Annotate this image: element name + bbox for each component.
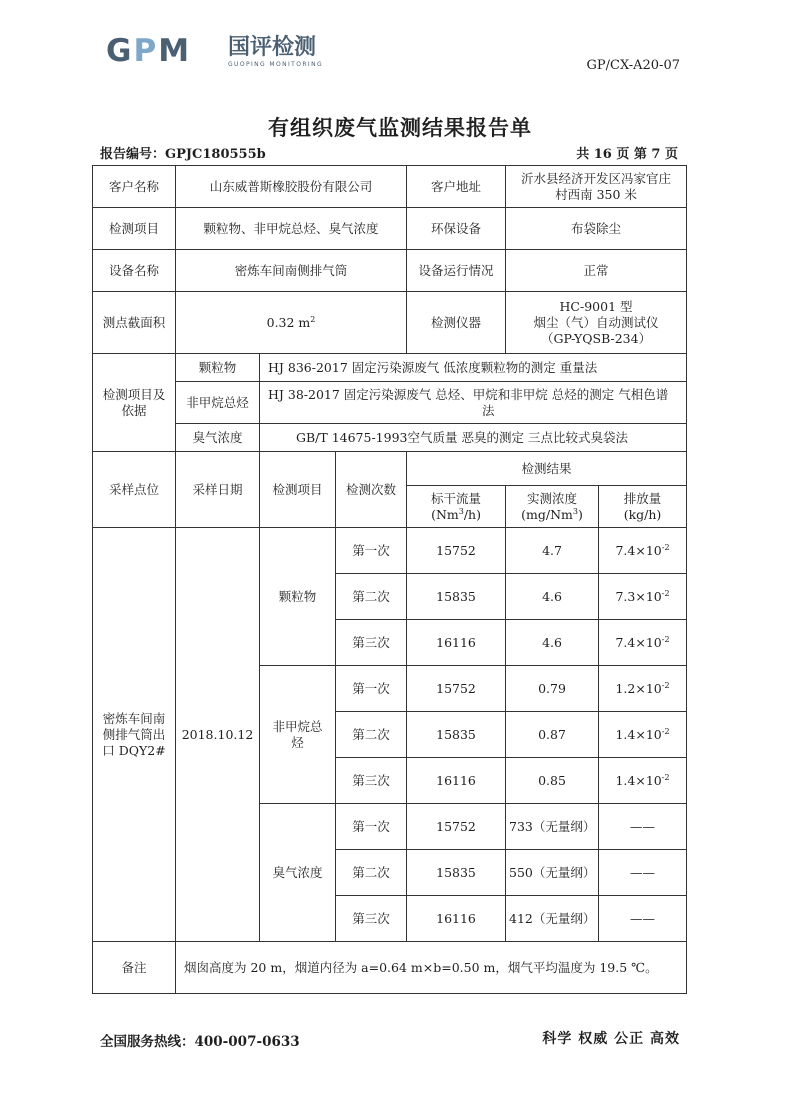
emission-value: $7.4\times 10^{-2}$ bbox=[599, 620, 687, 666]
header-emission: 排放量 (kg/h) bbox=[599, 486, 687, 528]
sampling-point: 密炼车间南 侧排气筒出 口 DQY2# bbox=[93, 528, 176, 942]
concentration-value: 733（无量纲） bbox=[506, 804, 599, 850]
concentration-value: 0.87 bbox=[506, 712, 599, 758]
logo-chinese-name: 国评检测 bbox=[228, 35, 317, 60]
results-header-row bbox=[93, 452, 687, 486]
equipment-name: 密炼车间南侧排气筒 bbox=[176, 250, 407, 292]
results-table bbox=[92, 165, 687, 994]
test-count: 第三次 bbox=[336, 620, 407, 666]
test-items: 颗粒物、非甲烷总烃、臭气浓度 bbox=[176, 208, 407, 250]
method-row bbox=[93, 354, 687, 382]
concentration-value: 550（无量纲） bbox=[506, 850, 599, 896]
company-slogan: 科学 权威 公正 高效 bbox=[542, 1031, 680, 1047]
flow-value: 15752 bbox=[407, 666, 506, 712]
emission-value: $1.2\times 10^{-2}$ bbox=[599, 666, 687, 712]
header-flow: 标干流量 (Nm$^3$/h) bbox=[407, 486, 506, 528]
header-sampling-date: 采样日期 bbox=[176, 452, 260, 528]
flow-value: 15835 bbox=[407, 712, 506, 758]
info-row bbox=[93, 208, 687, 250]
emission-value: —— bbox=[599, 804, 687, 850]
emission-value: —— bbox=[599, 850, 687, 896]
concentration-value: 4.6 bbox=[506, 620, 599, 666]
equipment-status: 正常 bbox=[506, 250, 687, 292]
info-row bbox=[93, 250, 687, 292]
flow-value: 15752 bbox=[407, 804, 506, 850]
emission-value: $7.3\times 10^{-2}$ bbox=[599, 574, 687, 620]
method-item-name: 颗粒物 bbox=[176, 354, 260, 382]
instrument-label: 检测仪器 bbox=[407, 292, 506, 354]
client-name: 山东威普斯橡胶股份有限公司 bbox=[176, 166, 407, 208]
concentration-value: 4.6 bbox=[506, 574, 599, 620]
flow-value: 15752 bbox=[407, 528, 506, 574]
header-sampling-point: 采样点位 bbox=[93, 452, 176, 528]
emission-value: —— bbox=[599, 896, 687, 942]
test-count: 第一次 bbox=[336, 804, 407, 850]
test-count: 第一次 bbox=[336, 666, 407, 712]
concentration-value: 0.85 bbox=[506, 758, 599, 804]
logo-english-name: GUOPING MONITORING bbox=[228, 61, 324, 68]
header-test-count: 检测次数 bbox=[336, 452, 407, 528]
emission-value: $1.4\times 10^{-2}$ bbox=[599, 758, 687, 804]
test-count: 第三次 bbox=[336, 758, 407, 804]
document-code: GP/CX-A20-07 bbox=[586, 58, 680, 73]
test-count: 第二次 bbox=[336, 574, 407, 620]
section-area-label: 测点截面积 bbox=[93, 292, 176, 354]
equipment-status-label: 设备运行情况 bbox=[407, 250, 506, 292]
table-row bbox=[93, 528, 687, 574]
test-count: 第二次 bbox=[336, 850, 407, 896]
method-row bbox=[93, 424, 687, 452]
flow-value: 15835 bbox=[407, 574, 506, 620]
flow-value: 15835 bbox=[407, 850, 506, 896]
client-address-label: 客户地址 bbox=[407, 166, 506, 208]
remarks-row bbox=[93, 942, 687, 994]
instrument: HC-9001 型 烟尘（气）自动测试仪 （GP-YQSB-234） bbox=[506, 292, 687, 354]
flow-value: 16116 bbox=[407, 758, 506, 804]
test-items-label: 检测项目 bbox=[93, 208, 176, 250]
section-area: 0.32 $m^2$ bbox=[176, 292, 407, 354]
method-standard: HJ 38-2017 固定污染源废气 总烃、甲烷和非甲烷 总烃的测定 气相色谱 法 bbox=[260, 382, 687, 424]
sampling-date: 2018.10.12 bbox=[176, 528, 260, 942]
group-item: 臭气浓度 bbox=[260, 804, 336, 942]
header-results: 检测结果 bbox=[407, 452, 687, 486]
method-item-name: 非甲烷总烃 bbox=[176, 382, 260, 424]
equipment-name-label: 设备名称 bbox=[93, 250, 176, 292]
methods-label: 检测项目及 依据 bbox=[93, 354, 176, 452]
remarks-text: 烟囱高度为 20 m，烟道内径为 a=0.64 m×b=0.50 m，烟气平均温度为 19.5 ℃。 bbox=[176, 942, 687, 994]
header-concentration: 实测浓度 (mg/Nm$^3$) bbox=[506, 486, 599, 528]
remarks-label: 备注 bbox=[93, 942, 176, 994]
env-equipment-label: 环保设备 bbox=[407, 208, 506, 250]
info-row bbox=[93, 292, 687, 354]
method-row bbox=[93, 382, 687, 424]
method-standard: HJ 836-2017 固定污染源废气 低浓度颗粒物的测定 重量法 bbox=[260, 354, 687, 382]
group-item: 非甲烷总 烃 bbox=[260, 666, 336, 804]
test-count: 第三次 bbox=[336, 896, 407, 942]
method-item-name: 臭气浓度 bbox=[176, 424, 260, 452]
concentration-value: 412（无量纲） bbox=[506, 896, 599, 942]
emission-value: $1.4\times 10^{-2}$ bbox=[599, 712, 687, 758]
service-hotline: 全国服务热线：400-007-0633 bbox=[100, 1034, 300, 1050]
header-test-item: 检测项目 bbox=[260, 452, 336, 528]
client-name-label: 客户名称 bbox=[93, 166, 176, 208]
info-row bbox=[93, 166, 687, 208]
logo-gpm-mark: GPM bbox=[106, 33, 192, 69]
client-address: 沂水县经济开发区冯家官庄 村西南 350 米 bbox=[506, 166, 687, 208]
method-standard: GB/T 14675-1993空气质量 恶臭的测定 三点比较式臭袋法 bbox=[260, 424, 687, 452]
page-count: 共 16 页 第 7 页 bbox=[576, 147, 678, 162]
test-count: 第二次 bbox=[336, 712, 407, 758]
page-title: 有组织废气监测结果报告单 bbox=[268, 115, 532, 140]
emission-value: $7.4\times 10^{-2}$ bbox=[599, 528, 687, 574]
flow-value: 16116 bbox=[407, 896, 506, 942]
concentration-value: 4.7 bbox=[506, 528, 599, 574]
flow-value: 16116 bbox=[407, 620, 506, 666]
env-equipment: 布袋除尘 bbox=[506, 208, 687, 250]
concentration-value: 0.79 bbox=[506, 666, 599, 712]
group-item: 颗粒物 bbox=[260, 528, 336, 666]
test-count: 第一次 bbox=[336, 528, 407, 574]
report-number: 报告编号：GPJC180555b bbox=[100, 147, 266, 162]
